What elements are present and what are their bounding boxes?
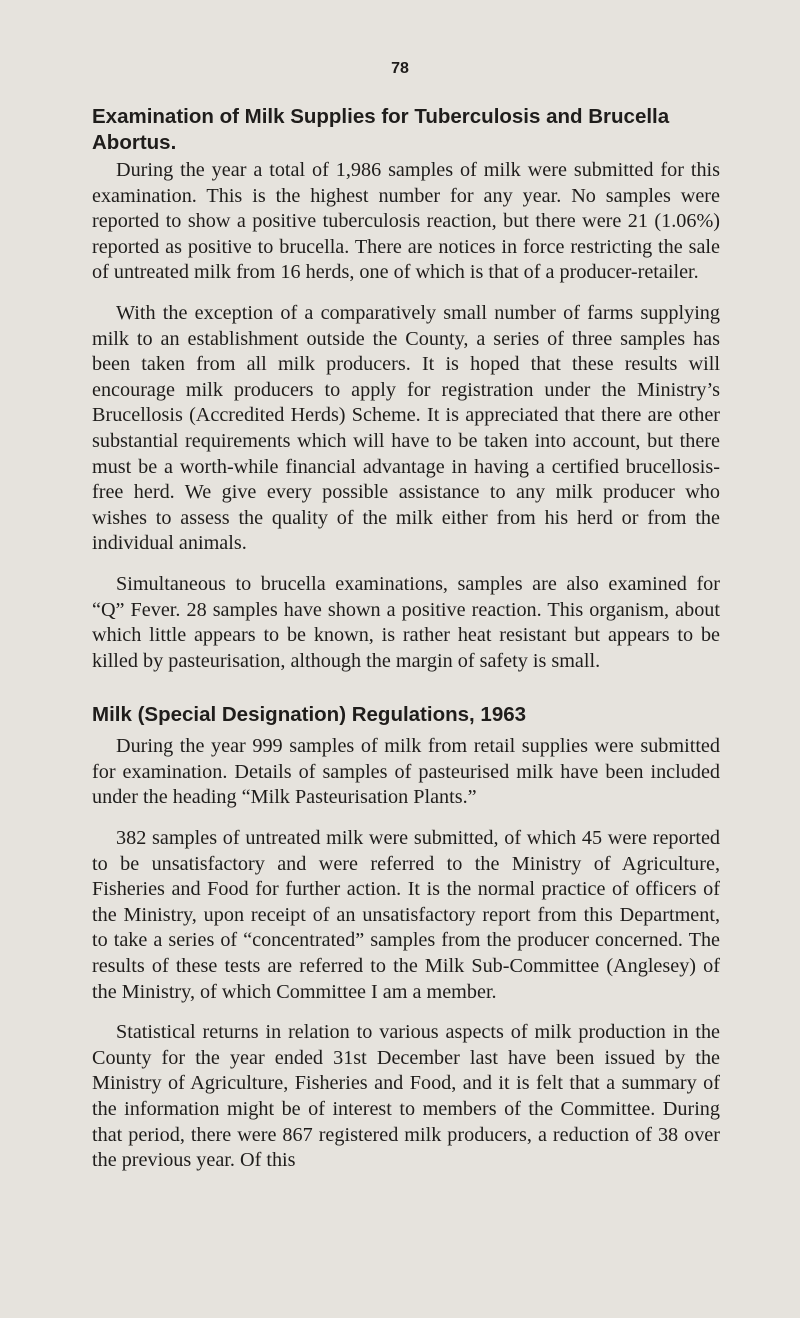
paragraph: During the year a total of 1,986 samples of milk were submitted for this examination. This is the highest number for any year. No samples were reported to show a positive tuberculosis reaction, but there were 21 (1.06%) reported as positive to brucella. There are notices in force restricting the sale of untreated milk from 16 herds, one of which is that of a producer-retailer.: [92, 159, 720, 284]
paragraph: During the year 999 samples of milk from retail supplies were submitted for examination. Details of samples of pasteurised milk have been included under the heading “Milk Pasteurisation Plants.”: [92, 735, 720, 809]
paragraph: Simultaneous to brucella examinations, samples are also examined for “Q” Fever. 28 samples have shown a positive reaction. This organism, about which little appears to be known, is rather heat resistant but appears to be killed by pasteurisation, although the margin of safety is small.: [92, 572, 720, 672]
section-heading-milk-examination: Examination of Milk Supplies for Tuberculosis and Brucella Abortus.: [92, 105, 670, 154]
section-heading-special-designation: Milk (Special Designation) Regulations, 1963: [92, 703, 527, 727]
paragraph: With the exception of a comparatively small number of farms supplying milk to an establishment outside the County, a series of three samples has been taken from all milk producers. It is hoped that these results will encourage milk producers to apply for registration under the Ministry’s Brucellosis (Accredited Herds) Scheme. It is appreciated that there are other substantial requirements which will have to be taken into account, but there must be a worth-while financial advantage in having a certified brucellosis-free herd. We give every possible assistance to any milk producer who wishes to assess the quality of the milk either from his herd or from the individual animals.: [92, 301, 720, 555]
page-content: [92, 104, 720, 1189]
page-number: 78: [391, 60, 409, 77]
paragraph: Statistical returns in relation to various aspects of milk production in the County for the year ended 31st December last have been issued by the Ministry of Agriculture, Fisheries and Food, and it is felt that a summary of the information might be of interest to members of the Committee. During that period, there were 867 registered milk producers, a reduction of 38 over the previous year. Of this: [92, 1021, 720, 1172]
paragraph: 382 samples of untreated milk were submitted, of which 45 were reported to be unsatisfactory and were referred to the Ministry of Agriculture, Fisheries and Food for further action. It is the normal practice of officers of the Ministry, upon receipt of an unsatisfactory report from this Department, to take a series of “concentrated” samples from the producer concerned. The results of these tests are referred to the Milk Sub-Committee (Anglesey) of the Ministry, of which Committee I am a member.: [92, 827, 720, 1003]
